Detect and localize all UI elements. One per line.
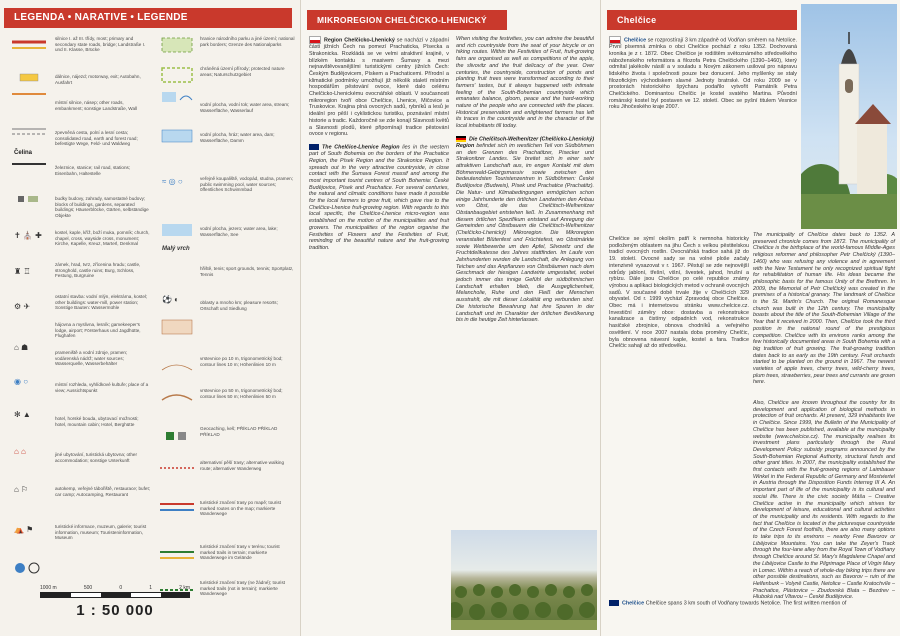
place-label: Čelina <box>14 150 33 156</box>
legend-item: prameniště a vodní zdroje, pramen; vodárenská nádrž; water sources; Wasserquelle, Wasserbehälter <box>55 350 128 367</box>
legend-item: turistické značení trasy v terénu; tourist marked trails in terrain; markierte Wanderwege im Gelände <box>200 544 280 561</box>
svg-text:⛺ ⚑: ⛺ ⚑ <box>14 525 34 534</box>
legend-item: místní rozhleda, vyhlídkové kultuře; place of a view; Aussichtspunkt <box>55 382 149 393</box>
chelcice-body-cz: se rozprostírají 3 km západně od Vodňan směrem na Netolice. První písemná zmínka o obci Chelčice pochází z roku 1352. Dochovaná kronika je z r. 1872. Obec Chelčice je rodištěm světoznámého středověkého náboženského reformátora a filozofa Petra Chelčického (1390–1460), který odmítal jakékoliv násilí a v souladu s Novým zákonem usiloval pro nápravu lidského života i společnosti pouze bez donucení. Jeho myšlenky se staly filozofickým východiskem slavné Jednoty bratrské. Od roku 2009 se v prostorách historického špýcharu podařilo vytvořit Památník Petra Chelčického. Dominantou Chelčic je kostel svatého Martina. Původní románský kostel byl postaven ve 12. století. Obec se pyšní titulem Vesnice roku Jihočeského kraje 2007. <box>609 37 798 111</box>
legend-item: železnice, stanice; rail road, stations; Eisenbahn, Haltestelle <box>55 165 131 176</box>
region-body-cz: se nachází v západní části jižních Čech na pomezí Prachaticka, Písecka a Strakonicka. Rozkládá se ve velmi atraktivní krajině, v blízkém kontaktu s masivem Šumavy a mezi nejnavštěvovanějšími turistickými centry jižních Čech: Českým Budějovicem, Pískem a Prachaticemi. Přírodní a klimatické podmínky umožňují již několik staletí místním hospodářům pěstování ovoce, které dalo celému Chelčicko-Lhenickému ovocnářské oblasti. V současnosti mikroregion tvoří obce Chelčice, Lhenice, Mičovice a Truskovice. Krajina plná ovocných sadů, rybníků a lesů je ideální pro pěší i cyklistickou turistiku, poznávání místní historie a tradic. Každoročně se zde konají Slavnosti květů a Slavnosti plodů, které připomínají tradice pěstování ovoce v regionu. <box>309 37 449 138</box>
legend-header: LEGENDA • NARATIVE • LEGENDE <box>4 8 292 28</box>
region-text-cz <box>309 36 449 138</box>
chelcice-text-en2-block <box>753 400 895 601</box>
legend-item: Geocaching, keš; PŘÍKLAD PŘÍKLAD PŘÍKLAD <box>200 426 278 437</box>
svg-text:♜ ♖: ♜ ♖ <box>14 267 31 276</box>
legend-item: ostatní stavba: vodní mlýn, elektrárna, kostel; other buildings: water-mill, power station; Sonstige Bauten: Wassermühle <box>55 294 148 311</box>
legend-item: jiné ubytování, turistická ubytovna; other accommodation; sonstige Unterkunft <box>55 452 137 463</box>
chelcice-name-cz: Chelčice <box>624 37 647 44</box>
svg-text:⌂ ⌂: ⌂ ⌂ <box>14 447 26 456</box>
region-title-de: Die Chelčitsch-Welhenitzer (Chelčicko-Lhenický) Region <box>456 136 594 149</box>
chelcice-text-cz <box>609 36 797 111</box>
chelcice-text-cz-block <box>609 36 797 111</box>
legend-page <box>0 0 300 636</box>
region-text-de <box>456 136 594 324</box>
region-text-en <box>309 144 449 252</box>
legend-item: místní silnice, násep; other roads, embankment; sonstige Landstraße, Wall <box>55 100 138 111</box>
scale-bar <box>40 585 190 619</box>
orchard-photo <box>451 530 597 630</box>
region-body-en: lies in the western part of South Bohemia on the borders of the Prachatice Region, the Písek Region and the Strakonice Region. It spreads out in the very attractive countryside, in close contact with the Šumava Forest massif and among the most important tourist centres of South Bohemia: České Budějovice, Písek and Prachatice. For several centuries, the natural and climatic conditions have made it possible for the local farmers to grow fruit, which gave rise to the Chelčice-Lhenice fruit-growing region. With regards to this local specific, the Chelčice-Lhenice micro-region was established on the motion of the municipalities and fruit growers. The municipalities of the region organise the Festivities of Flowers and the Festivities of Fruit, reminding of the beautiful nature and the fruit-growing tradition. <box>309 144 450 251</box>
scale-tick: 500 <box>83 585 93 591</box>
legend-item: alternativní pěší trasy; alternative walking route; alternativer Wanderweg <box>200 460 285 471</box>
chelcice-text-cz2-block <box>609 236 749 350</box>
svg-text:⌂ ⚐: ⌂ ⚐ <box>14 485 29 494</box>
scale-ratio: 1 : 50 000 <box>76 602 154 619</box>
czech-flag-icon <box>609 36 621 44</box>
orchard-trees <box>451 530 597 630</box>
german-flag-icon <box>456 136 466 142</box>
chelcice-page <box>600 0 900 636</box>
legend-item: budky budovy, zahrady, samostatné budovy; blocks of buildings, gardens, separated buildings; Häuserblöcke, Gärten, selbständige Objekte <box>55 196 149 218</box>
legend-item: veřejně koupaliště, vodopád, studna, pramen; public swimming pool, water sources; öffentliches Schwimmbad <box>200 176 293 193</box>
uk-flag-icon <box>309 144 319 150</box>
region-text-en-cont: When visiting the festivities, you can admire the beautiful and rich countryside from the seat of your bicycle or on hiking routes. Within the Festivities of Fruit, fruit-growing fairs are organised as well as competitions of the apple, the slivovitz and the fruit delicacy of the year. Over centuries, the countryside, construction of ponds and planting fruit trees were transformed according to their farmers' tastes, but it always happened with intimate feeling of the South-Bohemian countryside which emanates balance, gloom, peace and the hard-working nature of the people who are connected with the places. Historical preservation and enlightened farmers has left its traces in the countryside and in the character of the local inhabitants till today. <box>456 36 594 130</box>
legend-item: chráněná území přírody; protected nature areas; Naturschutzgebiet <box>200 66 285 77</box>
chelcice-name-de: Chelčice <box>622 600 645 607</box>
legend-item: turistické informace, muzeum, galerie; tourist information, museum; Touristeninformation, Museum <box>55 524 147 541</box>
legend-item: kostel, kaple, kříž, boží muka, pomník; church, chapel, cross, wayside cross, monument; Kirche, Kapelle, Kreuz, Marterl, Denkmal <box>55 230 150 247</box>
legend-item: vrstevnice po 10 m, trigonometrický bod; contour lines 10 m; Höhenlinien 10 m <box>200 356 283 367</box>
svg-text:✝ ⛪ ✚: ✝ ⛪ ✚ <box>14 231 42 240</box>
chelcice-text-de <box>609 600 895 607</box>
region-title-en: The Chelčice-Lhenice Region <box>322 144 400 151</box>
legend-item: hotel, horské bouda, ubytovací možnosti; hotel, mountain cabin; Hotel, Berghütte <box>55 416 139 427</box>
legend-item: zpevněná cesta, polní a lesní cesta; consolidated road, earth and forest road; befestigte Wege, Feld- und Waldweg <box>55 130 138 147</box>
scale-tick: 1000 m <box>40 585 57 591</box>
legend-item: silnice I. až III. třídy, most; primary and secondary state roads, bridge; Landstraße I. und II. Klasse, Brücke <box>55 36 146 53</box>
legend-item: vrstevnice po 50 m, trigonometrický bod; contour lines 50 m; Höhenlinien 50 m <box>200 388 283 399</box>
legend-item: hranice národního parku a jiné území; national park borders; Grenze des Nationalparks <box>200 36 295 47</box>
legend-item: hřiště, tenis; sport grounds, tennis; Sportplatz, Tennis <box>200 266 294 277</box>
svg-text:⌂ ☗: ⌂ ☗ <box>14 343 29 352</box>
legend-item: vodní plocha, jezero; water area, lake; Wasserfläche, See <box>200 226 278 237</box>
chelcice-text-en: The municipality of Chelčice dates back to 1352. A preserved chronicle comes from 1872. The municipality of Chelčice is the birthplace of the world-famous Middle-Ages religious reformer and philosopher Petr Chelčický (1390–1460) who was refusing any violence and in agreement with the New Testament he only recognized spiritual fight for rehabilitation of human life. His ideas became the philosophic basis for the famous Unity of the Brethren. In 2009, the Memorial of Petr Chelčický was created in the premises of a historical granary. The landmark of Chelčice is the St. Martin's Church. The original Romanesque church was built in the 12th century. The municipality boasts about the title of the South-Bohemian Village of the Year that it received in 2000. Then, Chelčice took the third position in the national round of the prestigious competition. Chelčice with its environs ranks among the few historically documented areas in South Bohemia with a big tradition of fruit growing. The fruit-growing tradition dates back to as early as the 19th century. Fruit orchards started to be planted on the ground in 1967. The newest varieties of apple trees, cherry trees, wild-cherry trees, plum trees, strawberries, pear trees and currants are grown here. <box>753 232 895 386</box>
region-body-de: befindet sich im westlichen Teil von Südböhmen an den Grenzen des Prachatitzer, Pisecker und Strakonitzer Landes. Sie breitet sich in einer sehr attraktiven Landschaft aus, im engen Kontakt mit dem Böhmerwald-Gebirgsmassiv sowie zwischen den bedeutendsten Touristenzentren in Südböhmen: České Budějovice (Budweis), Písek und Prachatice (Prachatitz). Die Natur- und Klimabedingungen ermöglichen schon einige Jahrhunderte den örtlichen Landwirten den Anbau von Obst, die das Chelčitsch-Welhenitzer Obstanbaugebiet entstehen ließ. In Zusammenhang mit diesem örtlichen Spezifikum entstand auf Anregung der Gemeinden und Obstbauern die Chelčitsch-Welhenitzer (Chelčicko-Lhenický) Mikroregion. Die Mikroregion veranstaltet Blütenfest und Früchtefest, wo Obstmärkte sowie Wettbewerbe um den Apfel, Slivowitz und die Fruchtdelikatesse des Jahres stattfinden. Im Laufe von Jahrhunderten wurden die Landschaft, die Anlegung von Teichen und das Anpflanzen von Obstbäumen nach dem Geschmack der hiesigen Landwirte umgestaltet, wobei jedoch immer das innige Gefühl der südböhmischen Landschaft erhalten blieb, die Ausgeglichenheit, Melancholie, Ruhe und den Fleiß der Menschen ausstrahlt, die mit dieser Lokalität eng verbunden sind. Die historische Bewahrung hat ihre Spuren in der Landschaft und im Charakter der örtlichen Bevölkerung bis in die heutige Zeit hinterlassen. <box>456 142 594 324</box>
place-label: Malý vrch <box>162 246 190 252</box>
chelcice-text-en2: Also, Chelčice are known throughout the country for its development and application of biological methods in protection of fruit orchards. At present, 329 inhabitants live in Chelčice. Since 1999, the Bulletin of the Municipality of Chelčice has been published, available at the municipality website (www.chelcice.cz). The municipality realises its investment plans particularly through the Rural Development Policy subsidy programs announced by the South-Bohemian Regional Authority, structural funds and other grant titles. In 2007, the municipality established the first contacts with the fruit-growing regions of Laimbauer Winkel in the Federal Republic of Germany and Mostviertel in Austria through the Disposition Funds Interreg III A. An important part of life of the municipality is its cultural and social life. There is the civic society Máša – Creative Chelčice active in the municipality which strives for development of leisure, educational and cultural activities of the municipality and its residents. With regards to the fact that Chelčice is located in the picturesque countryside of the Czech Forest foothills, there are also many options to take trips to its environs – nearby Free Bavorov or Libějovice Mountains. You can take the Zeyer's Track through the four-lane alley from the Royal Town of Vodňany through Chelčice around St. Mary's Magdalene Chapel and the Libějovice Castle to the Pilgrimage Place of Virgin Mary in Lomec. Within a reach of whole-day biking trips there are other possible destinations, such as Bavorov – ruin of the Helfenburk – Volyně Castle, Netolice – Castle Kratochvíle – Prachatice, Plástovice – Zbudovská Blata – Bezdrev – Hluboká nad Vltavou – České Budějovice. <box>753 400 895 601</box>
church-illustration <box>801 4 897 229</box>
region-column-right <box>456 36 594 324</box>
chelcice-header: Chelčice <box>607 10 797 30</box>
svg-text:≈ ◎ ○: ≈ ◎ ○ <box>162 177 183 186</box>
scale-tick: 0 <box>119 585 123 591</box>
legend-item: vodní plocha, hráz; water area, dam; Wasserfläche, Damm <box>200 132 275 143</box>
legend-item: autokemp, veřejné tábořiště, restaurace; bufet; car camp; Autocamping, Restaurant <box>55 486 150 497</box>
chelcice-text-de-block <box>609 600 895 607</box>
region-column-left <box>309 36 449 252</box>
region-page <box>300 0 600 636</box>
scale-tick: 1 <box>149 585 153 591</box>
legend-item: vodní plocha, vodní tok; water area, stream; Wasserfläche, Wasserlauf <box>200 102 290 113</box>
legend-symbols-right <box>158 34 198 594</box>
chelcice-text-en-block <box>753 232 895 386</box>
czech-flag-icon <box>309 36 321 44</box>
legend-item: zámek, hrad, tvrz, zřícenina hradu; castle, stronghold, castle ruins; Burg, Schloss, Festung, Burgruine <box>55 262 141 279</box>
svg-text:◉ ○: ◉ ○ <box>14 377 29 386</box>
legend-item: dálnice, nájezd; motorway, exit; Autobahn, Ausfahrt <box>55 74 141 85</box>
legend-item: turistické značení trasy (ne žádné); tourist marked trails (not in terrain); markierte Wanderwege <box>200 580 286 597</box>
region-title-cz: Region Chelčicko-Lhenický <box>324 37 395 44</box>
uk-flag-icon <box>609 600 619 606</box>
legend-item: turistické značení trasy po mapě; tourist marked routes on the map; markierte Wanderwege <box>200 500 281 517</box>
legend-item: oblasty a mnoho km; pleasure resorts; Ortschaft und Siedlung <box>200 300 278 311</box>
chelcice-text-cz2: Chelčice se sýmí okolím patří k nemnoha historicky podloženým oblastem na jihu Čech s velkou pěstitelskou tradicí ovocných rostlin. Ovocnářská tradice sahá již do 19. století. Ovocné sady se na volné ploše začaly intenzivně vysazovat v r. 1967. Pěstují se zde nejnovější odrůdy jabloní, třešní, višní, švestek, jahod, hrušní a rybízu. Dále jsou Chelčice po celé republice známy výrobou a aplikaci biologických metod v ochraně ovocných sadů. V současné době trvale žije v Chelčicích 329 obyvatel. Od r. 1999 vychází Zpravodaj obce Chelčice. Obec má i internetovou stránku www.chelcice.cz. Investiční záměry obce: dostavba a rekonstrukce kanalizace a čistírny odpadních vod, rekonstrukce hasičské zbrojnice, obnova chodníků a veřejného osvětlení. V roce 2007 nastala doba proměny Chelčic, byla obnovena návesní kaple, kostel a fara. Tradice Chelčic sahají až do středověku. <box>609 236 749 350</box>
svg-text:✻ ▲: ✻ ▲ <box>14 410 31 419</box>
church-photo <box>801 4 897 229</box>
region-header: MIKROREGION CHELČICKO-LHENICKÝ <box>307 10 507 30</box>
chelcice-body-de: Chelčice spans 3 km south of Vodňany towards Netolice. The first written mention of <box>645 600 847 607</box>
legend-item: hájovna a myslivna, lesník; gamekeeper's lodge, airport; Försterhaus und Jagdhütte, Flughafen <box>55 322 141 339</box>
svg-text:⚽ ◐: ⚽ ◐ <box>162 295 180 304</box>
scale-tick: 2 km <box>179 585 190 591</box>
legend-symbols-left <box>10 34 50 574</box>
svg-text:⚙ ✈: ⚙ ✈ <box>14 302 31 311</box>
